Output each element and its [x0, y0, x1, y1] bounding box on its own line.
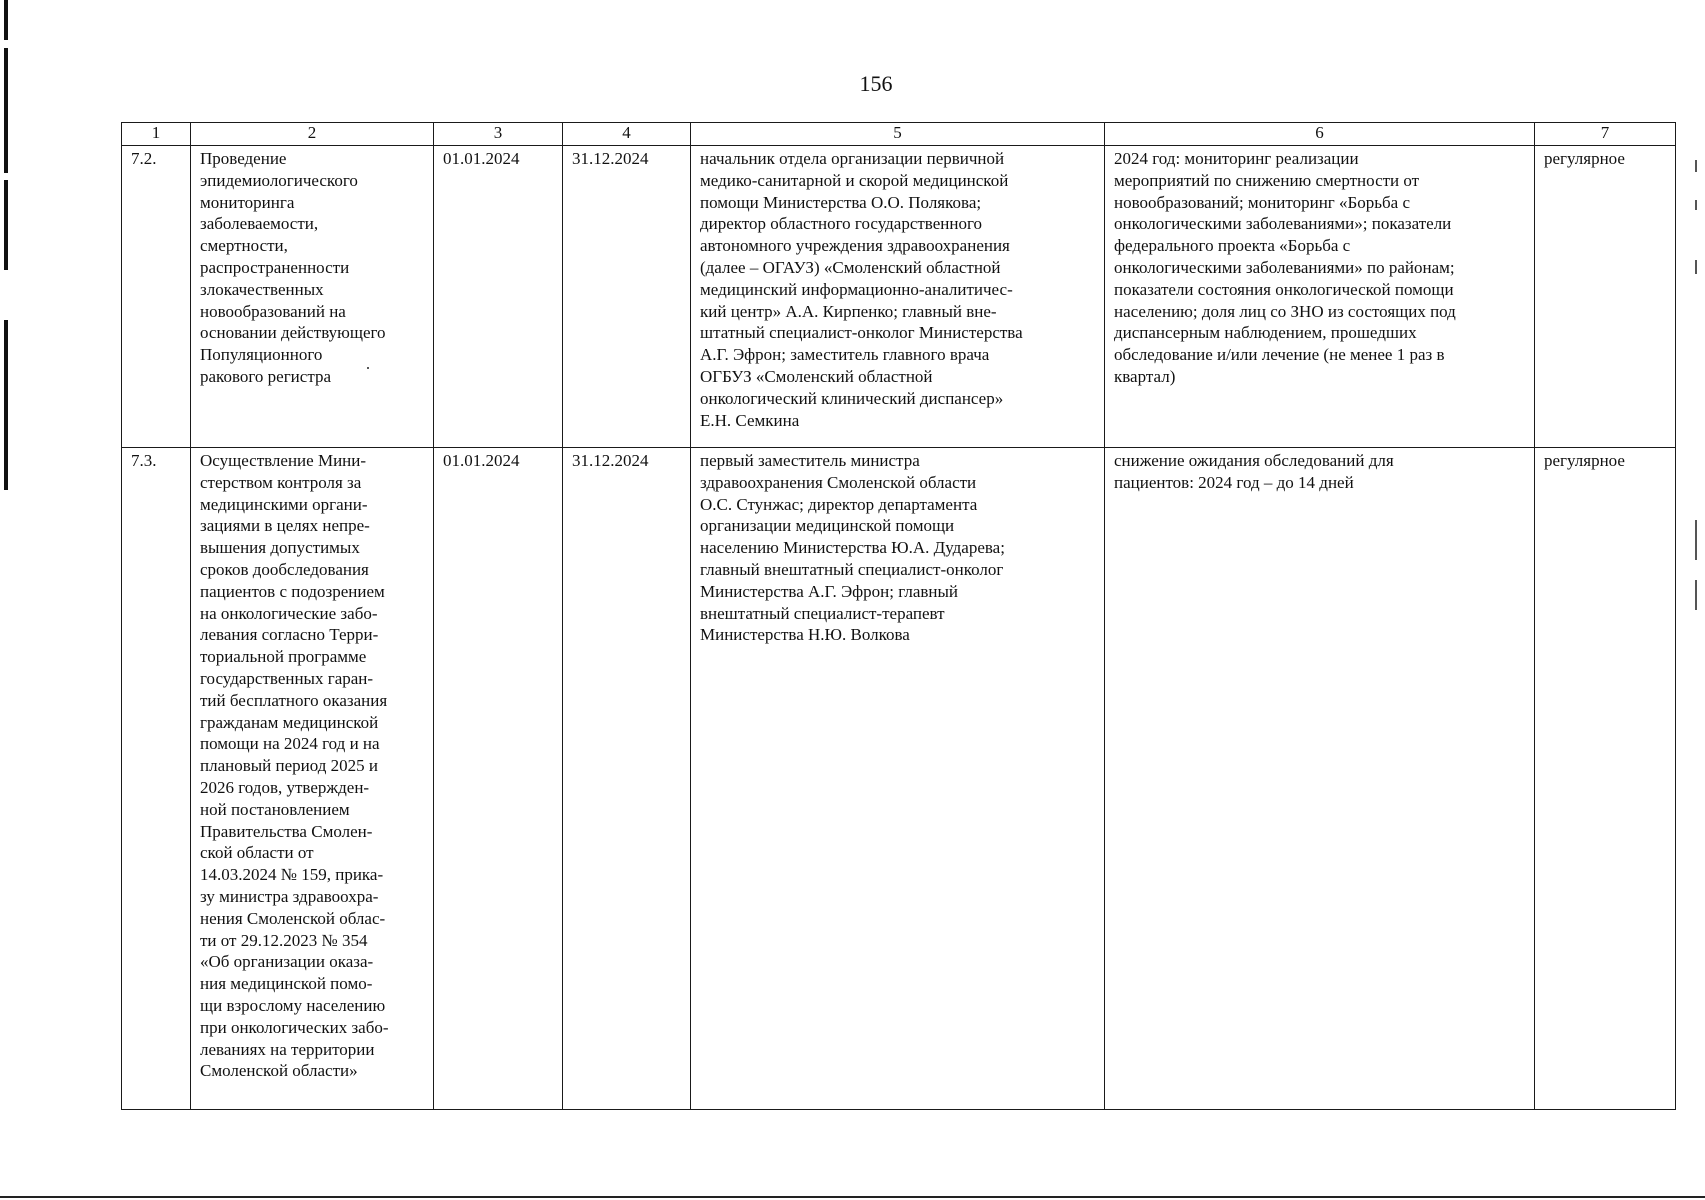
scan-edge-mark [4, 320, 8, 490]
text-line: сроков дообследования [200, 559, 369, 579]
text-line: ракового регистра [200, 366, 331, 386]
item-number-cell: 7.3. [122, 448, 191, 1110]
page-number: 156 [859, 71, 893, 96]
text-line: стерством контроля за [200, 472, 362, 492]
column-number: 5 [691, 123, 1105, 146]
text-line: ния медицинской помо- [200, 974, 373, 994]
text-line: ной постановлением [200, 799, 350, 819]
text-line: леваниях на территории [200, 1039, 375, 1059]
text-line: гражданам медицинской [200, 712, 379, 732]
column-number: 4 [563, 123, 691, 146]
scan-edge-mark [1695, 260, 1697, 274]
start-date-cell: 01.01.2024 [434, 448, 563, 1110]
text-line: мониторинга [200, 192, 295, 212]
text-line: ториальной программе [200, 647, 367, 667]
text-line: заболеваемости, [200, 214, 319, 234]
text-line: распространенности [200, 257, 350, 277]
end-date-cell: 31.12.2024 [563, 448, 691, 1110]
text-line: пациентов с подозрением [200, 581, 385, 601]
text-line: Проведение [200, 149, 287, 168]
text-line: вышения допустимых [200, 538, 360, 558]
text-line: при онкологических забо- [200, 1017, 389, 1037]
text-line: главный внештатный специалист-онколог [700, 559, 1004, 579]
text-line: Осуществление Мини- [200, 451, 367, 470]
column-number: 1 [122, 123, 191, 146]
text-line: «Об организации оказа- [200, 952, 374, 972]
text-line: ти от 29.12.2023 № 354 [200, 930, 368, 950]
result-cell [1105, 146, 1535, 448]
text-line: директор областного государственного [700, 214, 983, 234]
text-line: А.Г. Эфрон; заместитель главного врача [700, 345, 990, 365]
text-line: зациями в целях непре- [200, 516, 370, 536]
text-line: диспансерным наблюдением, прошедших [1114, 323, 1417, 343]
text-line: Смоленской области» [200, 1061, 358, 1081]
text-line: тий бесплатного оказания [200, 690, 388, 710]
text-line: мероприятий по снижению смертности от [1114, 170, 1420, 190]
stray-dot-mark [367, 367, 369, 369]
text-line: помощи Министерства О.О. Полякова; [700, 192, 982, 212]
text-line: начальник отдела организации первичной [700, 149, 1005, 168]
text-line: левания согласно Терри- [200, 625, 379, 645]
text-line: зу министра здравоохра- [200, 886, 379, 906]
event-cell [191, 146, 434, 448]
result-cell [1105, 448, 1535, 1110]
text-line: организации медицинской помощи [700, 516, 955, 536]
scan-edge-mark [4, 48, 8, 173]
periodicity-cell: регулярное [1535, 146, 1676, 448]
text-line: смертности, [200, 236, 288, 256]
text-line: О.С. Стунжас; директор департамента [700, 494, 978, 514]
text-line: федерального проекта «Борьба с [1114, 236, 1351, 256]
text-line: Правительства Смолен- [200, 821, 373, 841]
text-line: Популяционного [200, 345, 323, 365]
column-number: 2 [191, 123, 434, 146]
text-line: нения Смоленской облас- [200, 908, 386, 928]
text-line: автономного учреждения здравоохранения [700, 236, 1010, 256]
text-line: кий центр» А.А. Кирпенко; главный вне- [700, 301, 997, 321]
text-line: новообразований на [200, 301, 346, 321]
text-line: 2026 годов, утвержден- [200, 777, 370, 797]
text-line: помощи на 2024 год и на [200, 734, 380, 754]
column-number: 3 [434, 123, 563, 146]
event-cell [191, 448, 434, 1110]
text-line: злокачественных [200, 279, 324, 299]
text-line: здравоохранения Смоленской области [700, 472, 977, 492]
text-line: населению; доля лиц со ЗНО из состоящих под [1114, 301, 1456, 321]
text-line: медицинскими органи- [200, 494, 368, 514]
responsible-cell [691, 146, 1105, 448]
column-number-row [122, 123, 1676, 146]
text-line: первый заместитель министра [700, 451, 920, 470]
text-line: онкологический клинический диспансер» [700, 388, 1004, 408]
text-line: основании действующего [200, 323, 386, 343]
text-line: Е.Н. Семкина [700, 410, 800, 430]
text-line: снижение ожидания обследований для [1114, 451, 1394, 470]
text-line: медицинский информационно-аналитичес- [700, 279, 1013, 299]
text-line: эпидемиологического [200, 170, 358, 190]
text-line: государственных гаран- [200, 668, 374, 688]
scan-edge-mark [4, 0, 8, 40]
scan-bottom-edge [0, 1196, 1705, 1198]
text-line: ОГБУЗ «Смоленский областной [700, 366, 933, 386]
scan-edge-mark [1695, 160, 1697, 172]
text-line: Министерства А.Г. Эфрон; главный [700, 581, 959, 601]
text-line: плановый период 2025 и [200, 756, 379, 776]
table-row [122, 146, 1676, 448]
text-line: онкологическими заболеваниями» по районам; [1114, 257, 1455, 277]
text-line: онкологическими заболеваниями»; показатели [1114, 214, 1452, 234]
text-line: обследование и/или лечение (не менее 1 раз в [1114, 345, 1445, 365]
scan-edge-mark [1695, 580, 1697, 610]
text-line: штатный специалист-онколог Министерства [700, 323, 1023, 343]
column-number: 7 [1535, 123, 1676, 146]
text-line: ской области от [200, 843, 314, 863]
table-row [122, 448, 1676, 1110]
text-line: медико-санитарной и скорой медицинской [700, 170, 1009, 190]
text-line: 2024 год: мониторинг реализации [1114, 149, 1359, 168]
scan-edge-mark [4, 180, 8, 270]
plan-table [121, 122, 1676, 1110]
text-line: Министерства Н.Ю. Волкова [700, 625, 910, 645]
text-line: новообразований; мониторинг «Борьба с [1114, 192, 1411, 212]
text-line: населению Министерства Ю.А. Дударева; [700, 538, 1005, 558]
text-line: квартал) [1114, 366, 1176, 386]
text-line: (далее – ОГАУЗ) «Смоленский областной [700, 257, 1001, 277]
text-line: внештатный специалист-терапевт [700, 603, 945, 623]
scan-edge-mark [1695, 200, 1697, 210]
text-line: пациентов: 2024 год – до 14 дней [1114, 472, 1354, 492]
text-line: щи взрослому населению [200, 995, 386, 1015]
end-date-cell: 31.12.2024 [563, 146, 691, 448]
item-number-cell: 7.2. [122, 146, 191, 448]
column-number: 6 [1105, 123, 1535, 146]
text-line: 14.03.2024 № 159, прика- [200, 865, 384, 885]
scan-edge-mark [1695, 520, 1697, 560]
text-line: показатели состояния онкологической помощи [1114, 279, 1454, 299]
periodicity-cell: регулярное [1535, 448, 1676, 1110]
start-date-cell: 01.01.2024 [434, 146, 563, 448]
text-line: на онкологические забо- [200, 603, 378, 623]
responsible-cell [691, 448, 1105, 1110]
